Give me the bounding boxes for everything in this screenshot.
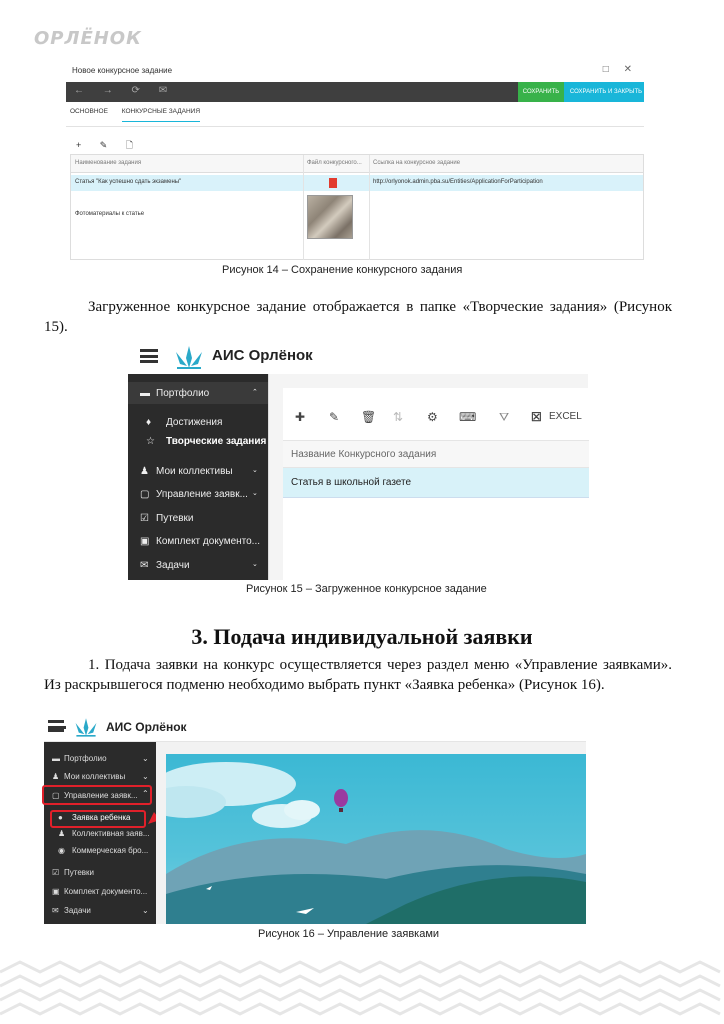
- keyboard-icon[interactable]: ⌨: [459, 410, 477, 424]
- tasks-panel: [283, 388, 589, 580]
- nav-icons[interactable]: ← → ⟳ ✉: [74, 85, 176, 96]
- figure-14-screenshot: [66, 60, 644, 260]
- section-heading: 3. Подача индивидуальной заявки: [191, 624, 533, 649]
- pdf-file-icon[interactable]: [329, 178, 337, 188]
- table-row[interactable]: [71, 193, 643, 260]
- figure-16-header: [44, 712, 586, 742]
- tasks-grid: [70, 154, 644, 260]
- sidebar-item-vouchers[interactable]: Путевки: [64, 868, 94, 877]
- decorative-footer-pattern: [0, 958, 724, 1024]
- excel-icon: ☒: [531, 410, 542, 424]
- save-button[interactable]: СОХРАНИТЬ: [518, 82, 564, 102]
- chevron-down-icon[interactable]: ⌄: [252, 561, 258, 568]
- ais-logo-icon: [174, 344, 204, 370]
- main-content: [156, 742, 586, 924]
- sidebar-item-collective-application[interactable]: Коллективная заяв...: [72, 829, 150, 838]
- star-icon: ☆: [146, 436, 155, 447]
- sidebar-item-commercial-booking[interactable]: Коммерческая бро...: [72, 846, 149, 855]
- figure-14-caption: Рисунок 14 – Сохранение конкурсного задания: [222, 264, 463, 276]
- checkbox-icon: ☑: [52, 868, 60, 877]
- paragraph-1: Загруженное конкурсное задание отображается в папке «Творческие задания» (Рисунок 15).: [44, 299, 672, 335]
- task-name: Статья "Как успешно сдать экзамены": [75, 179, 182, 185]
- window-controls[interactable]: □ ✕: [602, 64, 638, 75]
- column-header-link[interactable]: Ссылка на конкурсное задание: [373, 160, 461, 166]
- sidebar-item-child-application[interactable]: Заявка ребенка: [72, 813, 131, 822]
- sidebar-item-applications[interactable]: Управление заявк...: [64, 791, 138, 800]
- app-title: АИС Орлёнок: [106, 720, 187, 734]
- table-row[interactable]: [71, 175, 643, 191]
- highlight-child-application: [50, 810, 146, 828]
- group-icon: ♟: [140, 466, 149, 477]
- hamburger-menu-icon[interactable]: [48, 720, 64, 732]
- chevron-down-icon[interactable]: ⌄: [252, 467, 258, 474]
- delete-icon[interactable]: 🗑: [361, 410, 377, 424]
- window-title: Новое конкурсное задание: [72, 66, 173, 75]
- checkbox-icon: ☑: [140, 513, 149, 524]
- paragraph-2: 1. Подача заявки на конкурс осуществляется через раздел меню «Управление заявками». Из раскрывшегося подменю необходимо выбрать пункт «Заявка ребенка» (Рисунок 16).: [44, 657, 672, 693]
- task-name: Фотоматериалы к статье: [75, 211, 145, 217]
- folder-icon: ▬: [140, 388, 150, 399]
- folder-icon: ▬: [52, 754, 60, 763]
- sidebar-item-tasks[interactable]: Задачи: [64, 906, 91, 915]
- figure-15-header: [128, 338, 588, 374]
- column-header-name[interactable]: Наименование задания: [75, 160, 142, 166]
- figure-16-caption: Рисунок 16 – Управление заявками: [258, 928, 440, 940]
- document-icon: ▢: [52, 791, 60, 800]
- filter-clear-icon[interactable]: ⛛: [499, 410, 510, 424]
- id-card-icon: ▣: [52, 887, 60, 896]
- excel-export-button[interactable]: EXCEL: [549, 411, 582, 422]
- gear-icon[interactable]: ⚙: [427, 410, 438, 424]
- landscape-image: [166, 754, 586, 924]
- dialog-toolbar: [66, 82, 644, 102]
- photo-thumbnail[interactable]: [307, 195, 353, 239]
- grid-tool-icons[interactable]: + ✎ 🗋: [76, 140, 142, 150]
- figure-15-caption: Рисунок 15 – Загруженное конкурсное задание: [246, 583, 487, 595]
- chevron-up-icon[interactable]: ⌃: [142, 789, 149, 798]
- sidebar-item-achievements[interactable]: Достижения: [166, 417, 223, 428]
- sidebar-item-applications[interactable]: Управление заявк...: [156, 489, 248, 500]
- envelope-icon: ✉: [140, 560, 149, 571]
- tab-competition-tasks[interactable]: КОНКУРСНЫЕ ЗАДАНИЯ: [122, 108, 200, 122]
- trophy-icon: ♦: [146, 417, 152, 428]
- sidebar-item-documents[interactable]: Комплект документо...: [156, 536, 261, 547]
- dialog-tabs: [70, 108, 212, 115]
- add-icon[interactable]: ✚: [295, 410, 306, 424]
- grid-header: [71, 155, 643, 173]
- column-header-file[interactable]: Файл конкурсного...: [307, 160, 362, 166]
- chevron-down-icon[interactable]: ⌄: [142, 906, 149, 915]
- globe-icon: ◉: [58, 846, 65, 855]
- sidebar: [128, 374, 268, 580]
- edit-icon[interactable]: ✎: [329, 410, 340, 424]
- group-icon: ♟: [58, 829, 66, 838]
- column-separator: [369, 155, 370, 260]
- document-icon: ▢: [140, 489, 150, 500]
- sidebar-item-documents[interactable]: Комплект документо...: [64, 887, 148, 896]
- app-title: АИС Орлёнок: [212, 347, 313, 364]
- chevron-down-icon[interactable]: ⌄: [252, 490, 258, 497]
- sidebar-item-collectives[interactable]: Мои коллективы: [156, 466, 233, 477]
- table-row[interactable]: Статья в школьной газете: [283, 468, 589, 498]
- sidebar-item-creative-tasks[interactable]: Творческие задания: [166, 436, 267, 447]
- save-and-close-button[interactable]: СОХРАНИТЬ И ЗАКРЫТЬ: [564, 82, 644, 102]
- chevron-down-icon[interactable]: ⌄: [142, 754, 149, 763]
- main-content: [268, 374, 588, 580]
- chevron-down-icon[interactable]: ⌄: [142, 772, 149, 781]
- sidebar-item-portfolio[interactable]: Портфолио: [156, 388, 210, 399]
- hamburger-menu-icon[interactable]: [140, 349, 158, 363]
- sidebar-item-vouchers[interactable]: Путевки: [156, 513, 194, 524]
- id-card-icon: ▣: [140, 536, 150, 547]
- highlight-applications: [42, 785, 152, 805]
- sidebar-item-portfolio[interactable]: Портфолио: [64, 754, 107, 763]
- task-link[interactable]: http://orlyonok.admin.pba.su/Entities/ApplicationForParticipation: [373, 179, 543, 185]
- chevron-up-icon[interactable]: ⌃: [252, 389, 258, 396]
- sort-icon[interactable]: ⇅: [393, 410, 404, 424]
- group-icon: ♟: [52, 772, 60, 781]
- sidebar-item-tasks[interactable]: Задачи: [156, 560, 190, 571]
- user-icon: ●: [58, 813, 63, 822]
- column-header-task-name[interactable]: Название Конкурсного задания: [283, 440, 589, 468]
- column-separator: [303, 155, 304, 260]
- tab-basic[interactable]: ОСНОВНОЕ: [70, 108, 108, 115]
- orlyonok-logo: ОРЛЁНОК: [34, 28, 142, 49]
- ais-logo-icon: [74, 716, 98, 738]
- sidebar: [44, 742, 156, 924]
- sidebar-item-collectives[interactable]: Мои коллективы: [64, 772, 126, 781]
- divider: [66, 126, 644, 127]
- envelope-icon: ✉: [52, 906, 59, 915]
- landing-illustration: [166, 754, 586, 924]
